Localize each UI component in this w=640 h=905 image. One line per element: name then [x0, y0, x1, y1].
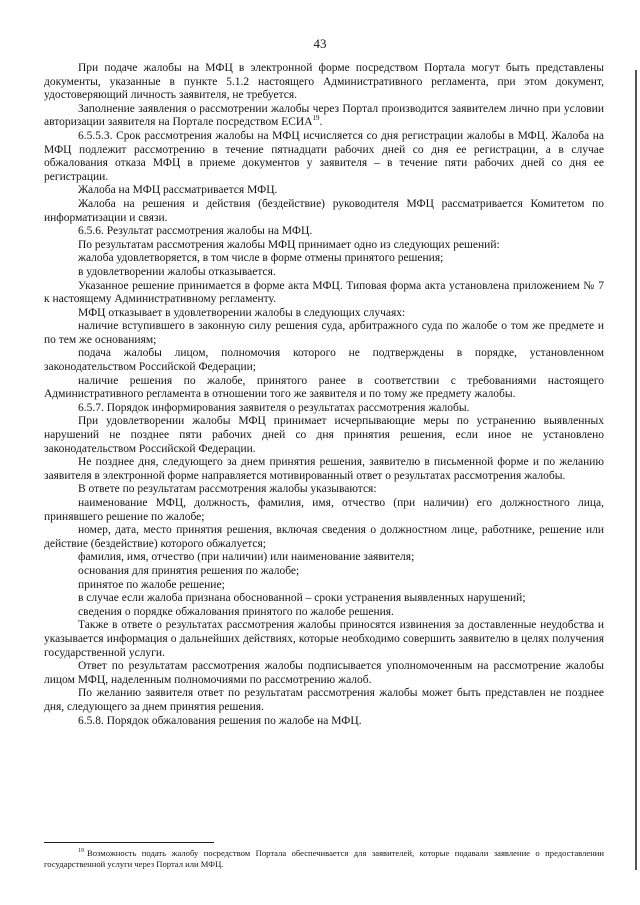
paragraph: Жалоба на МФЦ рассматривается МФЦ. [78, 184, 278, 197]
list-item: наименование МФЦ, должность, фамилия, имя, отчество (при наличии) его должностного лица, принявшего решение по жалобе; [44, 497, 604, 523]
footnote-separator [44, 842, 214, 843]
list-item: номер, дата, место принятия решения, включая сведения о должностном лице, работнике, решение или действие (бездействие) которого обжалуется; [44, 524, 604, 550]
list-item: наличие решения по жалобе, принятого ранее в соответствии с требованиями настоящего Административного регламента в отношении того же заявителя и по тому же предмету жалобы. [44, 374, 604, 401]
paragraph: Ответ по результатам рассмотрения жалобы подписывается уполномоченным на рассмотрение жалобы лицом МФЦ, наделенным полномочиями по рассмотрению жалоб. [44, 660, 604, 686]
list-item: принятое по жалобе решение; [78, 578, 225, 591]
paragraph: При удовлетворении жалобы МФЦ принимает исчерпывающие меры по устранению выявленных нарушений не позднее пяти рабочих дней со дня принятия решения, если иное не установлено законодательством Российской Федерации. [44, 415, 604, 455]
list-item: наличие вступившего в законную силу решения суда, арбитражного суда по жалобе о том же предмете и по тем же основаниям; [44, 320, 604, 346]
page-number: 43 [313, 36, 327, 51]
paragraph: МФЦ отказывает в удовлетворении жалобы в следующих случаях: [78, 306, 406, 319]
section-heading: 6.5.7. Порядок информирования заявителя о результатах рассмотрения жалобы. [78, 401, 470, 414]
section-heading: 6.5.6. Результат рассмотрения жалобы на МФЦ. [78, 225, 313, 238]
paragraph: Жалоба на решения и действия (бездействие) руководителя МФЦ рассматривается Комитетом по информатизации и связи. [44, 197, 604, 224]
list-item: основания для принятия решения по жалобе; [78, 564, 300, 577]
paragraph-with-footnote-ref: Заполнение заявления о рассмотрении жалобы через Портал производится заявителем лично при условии авторизации заявителя на Портале посредством ЕСИА$^{19}$. [44, 102, 604, 129]
paragraph: В ответе по результатам рассмотрения жалобы указываются: [78, 483, 377, 496]
scan-edge-mark [635, 70, 637, 870]
list-item: в случае если жалоба признана обоснованной – сроки устранения выявленных нарушений; [78, 592, 526, 605]
section-heading: 6.5.8. Порядок обжалования решения по жалобе на МФЦ. [78, 714, 362, 727]
list-item: подача жалобы лицом, полномочия которого не подтверждены в порядке, установленном законодательством Российской Федерации; [44, 347, 604, 374]
list-item: жалоба удовлетворяется, в том числе в форме отмены принятого решения; [78, 252, 444, 265]
page-body [44, 62, 604, 728]
paragraph: При подаче жалобы на МФЦ в электронной форме посредством Портала могут быть представлены документы, указанные в пункте 5.1.2 настоящего Административного регламента, при этом документ, удостоверяющий личность заявителя, не требуется. [44, 62, 604, 102]
paragraph: Не позднее дня, следующего за днем принятия решения, заявителю в письменной форме и по желанию заявителя в электронной форме направляется мотивированный ответ о результатах рассмотрения жалобы. [44, 456, 604, 482]
paragraph: Указанное решение принимается в форме акта МФЦ. Типовая форма акта установлена приложением № 7 к настоящему Административному регламенту. [44, 279, 604, 306]
footnote-reference: 19 [312, 114, 320, 123]
list-item: сведения о порядке обжалования принятого по жалобе решения. [78, 605, 394, 618]
footnote [44, 848, 604, 870]
paragraph-text: Заполнение заявления о рассмотрении жалобы через Портал производится заявителем лично при условии авторизации заявителя на Портале посредством ЕСИА [44, 102, 604, 129]
list-item: фамилия, имя, отчество (при наличии) или наименование заявителя; [78, 551, 415, 564]
footnote-number: 19 [78, 848, 84, 855]
paragraph: По результатам рассмотрения жалобы МФЦ принимает одно из следующих решений: [78, 238, 500, 251]
list-item: в удовлетворении жалобы отказывается. [78, 265, 276, 278]
paragraph: 6.5.5.3. Срок рассмотрения жалобы на МФЦ исчисляется со дня регистрации жалобы в МФЦ. Жалоба на МФЦ подлежит рассмотрению в течение пятнадцати рабочих дней со дня ее регистрации, а в случае обжалования отказа МФЦ в приеме документов у заявителя – в течение пяти рабочих дней со дня ее регистрации. [44, 129, 604, 183]
paragraph: По желанию заявителя ответ по результатам рассмотрения жалобы может быть представлен не позднее дня, следующего за днем принятия решения. [44, 687, 604, 713]
paragraph: Также в ответе о результатах рассмотрения жалобы приносятся извинения за доставленные неудобства и указывается информация о дальнейших действиях, которые необходимо совершить заявителю в целях получения государственной услуги. [44, 619, 604, 659]
footnote-text: Возможность подать жалобу посредством Портала обеспечивается для заявителей, которые подавали заявление о предоставлении государственной услуги через Портал или МФЦ. [44, 848, 604, 869]
